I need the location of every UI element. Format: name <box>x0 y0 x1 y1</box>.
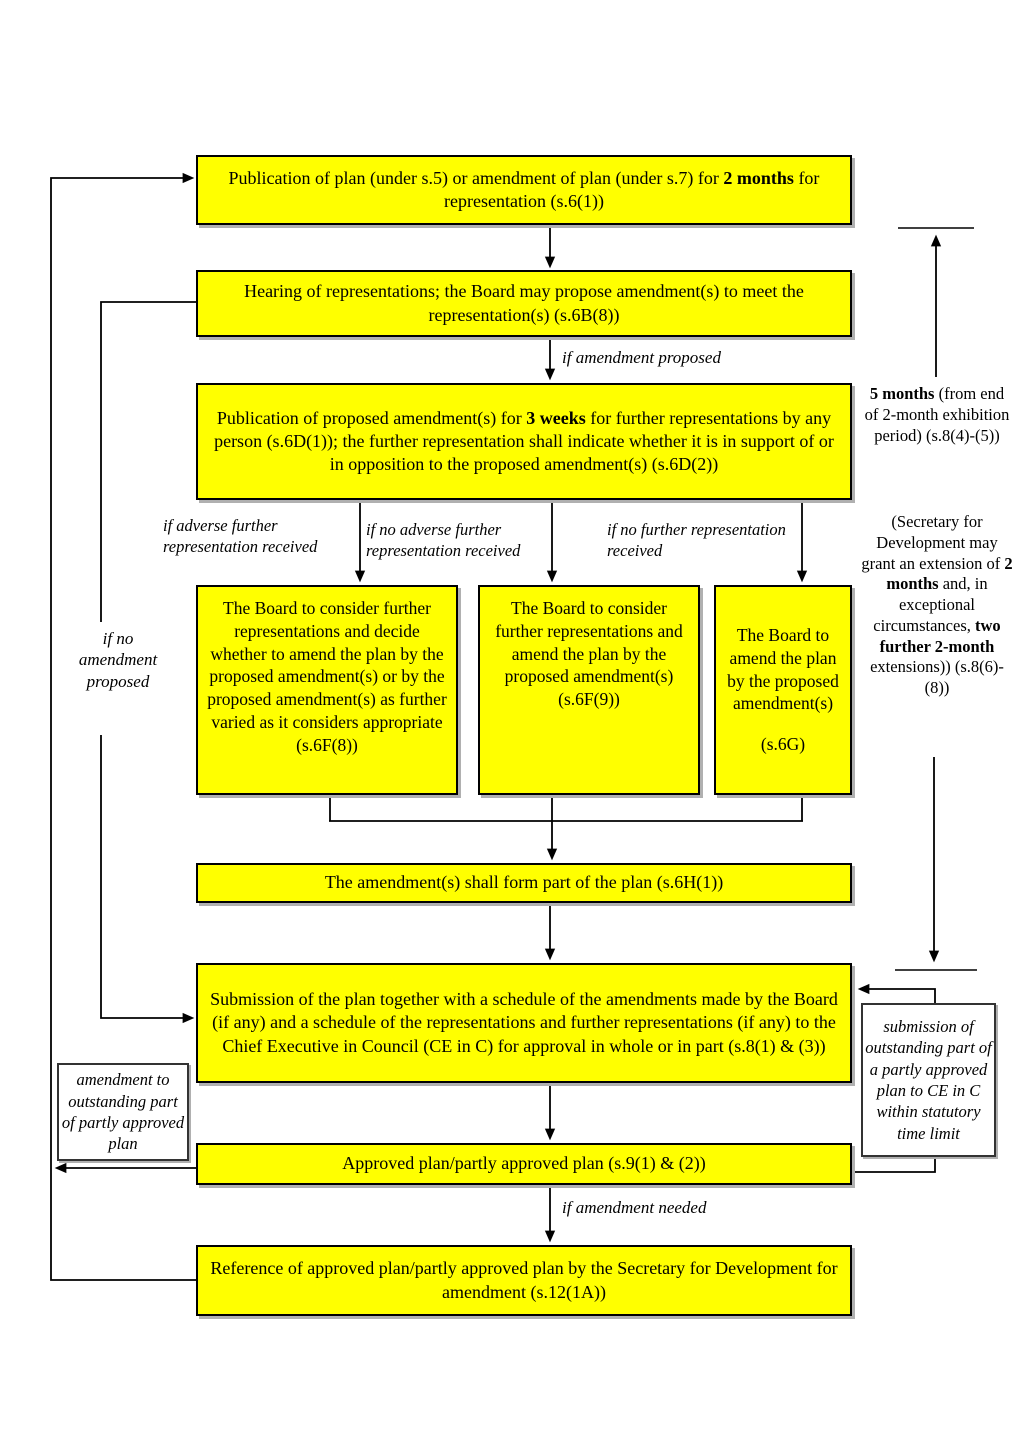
box-form-part <box>196 863 852 903</box>
box-publication-amendment <box>196 383 852 500</box>
box-consider-decide-text: The Board to consider further representations and decide whether to amend the plan by the proposed amendment(s) or by the proposed amendment(s) as further varied as it considers appropriate (s.6F(8)) <box>207 598 447 755</box>
box-amend-section: (s.6G) <box>760 734 806 755</box>
box-consider-decide <box>196 585 458 795</box>
box-form-part-text: The amendment(s) shall form part of the plan (s.6H(1)) <box>324 872 724 893</box>
box-consider-amend <box>478 585 700 795</box>
box-publication-text: Publication of plan (under s.5) or amendment of plan (under s.7) for 2 months for representation (s.6(1)) <box>228 167 820 211</box>
box-submission-text: Submission of the plan together with a schedule of the amendments made by the Board (if any) and a schedule of the representations and further representations (if any) to the Chief Executive in Council (CE in C) for approval in whole or in part (s.8(1) & (3)) <box>210 989 838 1056</box>
box-submission <box>196 963 852 1083</box>
no-amendment-path-upper <box>101 302 196 622</box>
box-publication <box>196 155 852 225</box>
box-hearing-text: Hearing of representations; the Board may propose amendment(s) to meet the representation(s) (s.6B(8)) <box>244 281 804 325</box>
box-consider-amend-text: The Board to consider further representations and amend the plan by the proposed amendment(s) (s.6F(9)) <box>495 598 683 709</box>
edge-label-if-adverse-further: if adverse further representation received <box>163 516 318 556</box>
box-hearing <box>196 270 852 337</box>
box-publication-amendment-text: Publication of proposed amendment(s) for 3 weeks for further representations by any person (s.6D(1)); the further representation shall indicate whether it is in support of or in opposition to the proposed amendment(s) (s.6D(2)) <box>214 407 834 475</box>
note-five-months: 5 months (from end of 2-month exhibition period) (s.8(4)-(5)) <box>864 384 1010 445</box>
note-amendment-outstanding: amendment to outstanding part of partly approved plan <box>57 1063 189 1161</box>
edge-label-if-no-further: if no further representation received <box>607 520 786 560</box>
box-approved-text: Approved plan/partly approved plan (s.9(1) & (2)) <box>342 1153 706 1174</box>
edge-label-if-amendment-proposed: if amendment proposed <box>562 348 721 367</box>
edge-label-if-amendment-needed: if amendment needed <box>562 1198 707 1217</box>
edge-label-if-no-adverse-further: if no adverse further representation received <box>366 520 521 560</box>
no-amendment-path-lower <box>101 735 192 1018</box>
box-reference <box>196 1245 852 1316</box>
box-approved <box>196 1143 852 1185</box>
note-submission-outstanding: submission of outstanding part of a partly approved plan to CE in C within statutory time limit <box>861 1003 996 1157</box>
box-amend <box>714 585 852 795</box>
box-reference-text: Reference of approved plan/partly approved plan by the Secretary for Development for amendment (s.12(1A)) <box>210 1258 838 1302</box>
note-secretary-extension: (Secretary for Development may grant an extension of 2 months and, in exceptional circumstances, two further 2-month extensions)) (s.8(6)-(8)) <box>861 512 1013 698</box>
edge-label-if-no-amendment-proposed: if no amendment proposed <box>78 629 158 691</box>
box-amend-text: The Board to amend the plan by the proposed amendment(s) <box>727 625 839 714</box>
